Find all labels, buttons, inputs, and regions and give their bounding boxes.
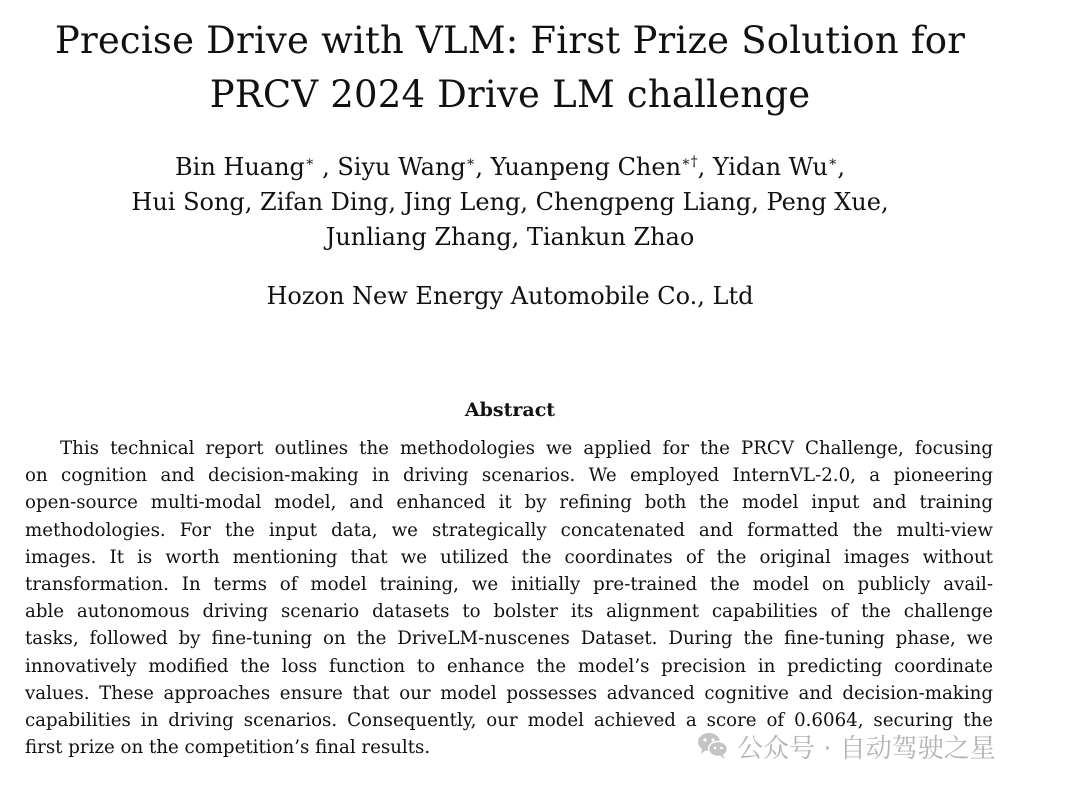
- abstract-line: open-source multi-modal model, and enhanced it by refining both the model input and training: [25, 492, 993, 514]
- abstract-line: on cognition and decision-making in driving scenarios. We employed InternVL-2.0, a pioneering: [25, 465, 993, 487]
- author-list: [0, 150, 1020, 255]
- author-name: , Yuanpeng Chen: [475, 153, 682, 181]
- author-mark: ∗: [304, 154, 315, 170]
- author-name: , Siyu Wang: [314, 153, 466, 181]
- watermark: [697, 728, 996, 764]
- abstract-line: values. These approaches ensure that our model possesses advanced cognitive and decision-making: [25, 682, 993, 704]
- abstract-body: [25, 435, 993, 761]
- abstract-line: images. It is worth mentioning that we utilized the coordinates of the original images without: [25, 546, 993, 568]
- author-name: , Yidan Wu: [697, 153, 828, 181]
- title-line-2: PRCV 2024 Drive LM challenge: [209, 73, 811, 116]
- abstract-line: transformation. In terms of model training, we initially pre-trained the model on publicly avail-: [25, 574, 993, 596]
- watermark-text: 公众号 · 自动驾驶之星: [737, 733, 996, 764]
- author-line-3: Junliang Zhang, Tiankun Zhao: [325, 223, 695, 251]
- abstract-line: capabilities in driving scenarios. Consequently, our model achieved a score of 0.6064, securing the: [25, 710, 993, 732]
- abstract-line: first prize on the competition’s final results.: [25, 737, 431, 759]
- author-mark: ∗: [827, 154, 838, 170]
- author-line-2: Hui Song, Zifan Ding, Jing Leng, Chengpeng Liang, Peng Xue,: [131, 188, 889, 216]
- abstract-line: This technical report outlines the methodologies we applied for the PRCV Challenge, focusing: [60, 438, 993, 459]
- affiliation: Hozon New Energy Automobile Co., Ltd: [266, 282, 754, 310]
- abstract-line: tasks, followed by fine-tuning on the DriveLM-nuscenes Dataset. During the fine-tuning phase, we: [25, 628, 993, 650]
- abstract-line: methodologies. For the input data, we strategically concatenated and formatted the multi-view: [25, 519, 993, 541]
- author-name: Bin Huang: [175, 153, 305, 181]
- author-separator: ,: [837, 153, 845, 181]
- author-line-1: [0, 150, 1020, 185]
- abstract-line: able autonomous driving scenario datasets to bolster its alignment capabilities of the challenge: [25, 601, 993, 623]
- abstract-line: innovatively modified the loss function to enhance the model’s precision in predicting coordinate: [25, 655, 993, 677]
- author-mark: ∗: [465, 154, 476, 170]
- abstract-heading: Abstract: [464, 399, 556, 421]
- author-mark: ∗†: [681, 154, 698, 170]
- title-line-1: Precise Drive with VLM: First Prize Solution for: [54, 19, 966, 62]
- wechat-icon: [697, 731, 729, 761]
- paper-title: [0, 14, 1020, 122]
